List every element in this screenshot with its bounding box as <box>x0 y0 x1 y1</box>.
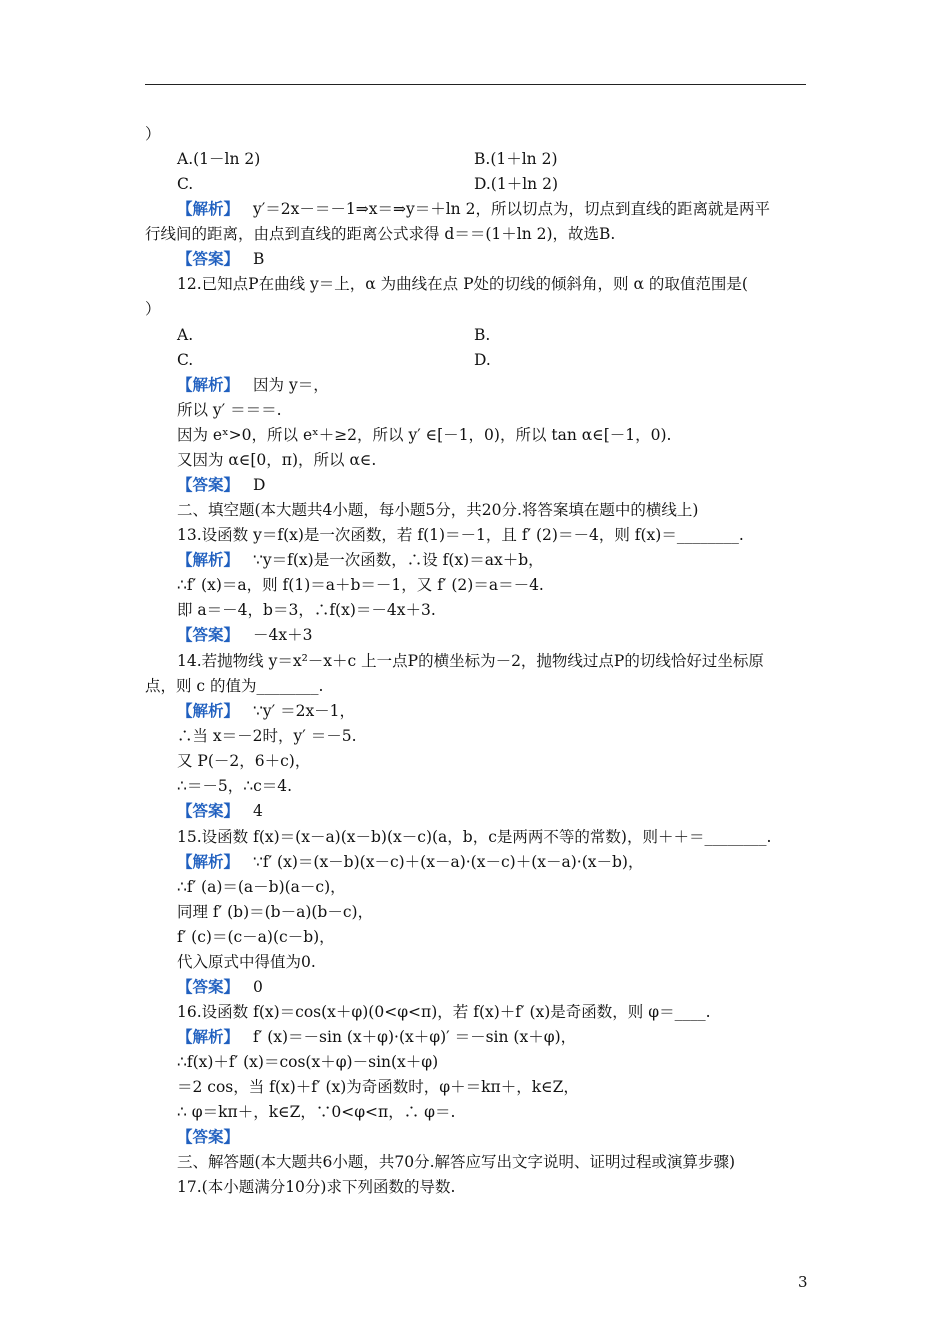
text-line: 所以 y′ ＝＝＝. <box>177 401 282 419</box>
text-line: ∴＝－5，∴c＝4. <box>177 777 293 795</box>
page-number: 3 <box>798 1273 808 1291</box>
analysis-line <box>177 375 329 395</box>
question-15: 15.设函数 f(x)＝(x－a)(x－b)(x－c)(a，b，c是两两不等的常数)，则＋＋＝________. <box>177 828 772 846</box>
option-a: A. <box>177 326 194 344</box>
text-line: 行线间的距离，由点到直线的距离公式求得 d＝＝(1＋ln 2)，故选B. <box>145 225 616 243</box>
analysis-tag: 【解析】 <box>177 701 240 720</box>
answer-tag: 【答案】 <box>177 249 240 268</box>
analysis-text: ∵y＝f(x)是一次函数，∴设 f(x)＝ax＋b， <box>253 551 544 569</box>
analysis-line <box>177 199 770 219</box>
question-17: 17.(本小题满分10分)求下列函数的导数. <box>177 1178 456 1196</box>
text-line: 即 a＝－4，b＝3，∴f(x)＝－4x＋3. <box>177 601 436 619</box>
question-12: 12.已知点P在曲线 y＝上，α 为曲线在点 P处的切线的倾斜角，则 α 的取值范围是( <box>177 275 748 293</box>
analysis-text: ∵y′ ＝2x－1， <box>253 702 356 720</box>
answer-tag: 【答案】 <box>177 1127 240 1146</box>
text-line: 因为 eˣ>0，所以 eˣ＋≥2，所以 y′ ∈[－1，0)，所以 tan α∈[－1，0). <box>177 426 672 444</box>
answer-line <box>177 475 265 495</box>
analysis-line <box>177 1027 576 1047</box>
analysis-tag: 【解析】 <box>177 199 240 218</box>
text-line: 同理 f′ (b)＝(b－a)(b－c)， <box>177 903 374 921</box>
option-d: D.(1＋ln 2) <box>474 175 558 193</box>
analysis-tag: 【解析】 <box>177 550 240 569</box>
answer-line <box>177 801 263 821</box>
analysis-line <box>177 701 355 721</box>
answer-line <box>177 625 312 645</box>
analysis-line <box>177 550 544 570</box>
analysis-text: f′ (x)＝－sin (x＋φ)·(x＋φ)′ ＝－sin (x＋φ)， <box>253 1028 577 1046</box>
option-b: B. <box>474 326 491 344</box>
header-rule <box>145 84 806 85</box>
answer-line <box>177 249 264 269</box>
text-line: 代入原式中得值为0. <box>177 953 316 971</box>
analysis-tag: 【解析】 <box>177 375 240 394</box>
text-line: ＝2 cos，当 f(x)＋f′ (x)为奇函数时，φ＋＝kπ＋，k∈Z， <box>177 1078 579 1096</box>
answer-text: 4 <box>253 802 263 820</box>
text-line: ） <box>145 125 161 143</box>
option-d: D. <box>474 351 491 369</box>
answer-tag: 【答案】 <box>177 475 240 494</box>
text-line: ∴f′ (a)＝(a－b)(a－c)， <box>177 878 346 896</box>
answer-tag: 【答案】 <box>177 977 240 996</box>
option-c: C. <box>177 351 194 369</box>
text-line: ∴当 x＝－2时，y′ ＝－5. <box>177 727 357 745</box>
answer-text: D <box>253 476 266 494</box>
section-heading: 三、解答题(本大题共6小题，共70分.解答应写出文字说明、证明过程或演算步骤) <box>177 1153 736 1171</box>
answer-text: 0 <box>253 978 263 996</box>
analysis-tag: 【解析】 <box>177 1027 240 1046</box>
analysis-tag: 【解析】 <box>177 852 240 871</box>
text-line: 又 P(－2，6＋c)， <box>177 752 311 770</box>
question-13: 13.设函数 y＝f(x)是一次函数，若 f(1)＝－1，且 f′ (2)＝－4，则 f(x)＝________. <box>177 526 744 544</box>
option-c: C. <box>177 175 194 193</box>
answer-text: －4x＋3 <box>253 626 313 644</box>
option-a: A.(1－ln 2) <box>177 150 261 168</box>
analysis-text: ∵f′ (x)＝(x－b)(x－c)＋(x－a)·(x－c)＋(x－a)·(x－b)， <box>253 853 644 871</box>
option-b: B.(1＋ln 2) <box>474 150 558 168</box>
answer-tag: 【答案】 <box>177 625 240 644</box>
question-14: 14.若抛物线 y＝x²－x＋c 上一点P的横坐标为－2，抛物线过点P的切线恰好过坐标原 <box>177 652 764 670</box>
text-line: f′ (c)＝(c－a)(c－b)， <box>177 928 335 946</box>
text-line: 点，则 c 的值为________. <box>145 677 324 695</box>
text-line: ∴f(x)＋f′ (x)＝cos(x＋φ)－sin(x＋φ) <box>177 1053 439 1071</box>
analysis-line <box>177 852 643 872</box>
text-line: 又因为 α∈[0，π)，所以 α∈. <box>177 451 377 469</box>
answer-line <box>177 1127 253 1147</box>
answer-text: B <box>253 250 265 268</box>
text-line: ） <box>145 300 161 318</box>
text-line: ∴ φ＝kπ＋，k∈Z，∵0<φ<π，∴ φ＝. <box>177 1103 456 1121</box>
answer-line <box>177 977 263 997</box>
analysis-text: 因为 y＝， <box>253 376 329 394</box>
analysis-text: y′＝2x－＝－1⇒x＝⇒y＝＋ln 2，所以切点为，切点到直线的距离就是两平 <box>253 200 770 218</box>
answer-tag: 【答案】 <box>177 801 240 820</box>
text-line: ∴f′ (x)＝a，则 f(1)＝a＋b＝－1，又 f′ (2)＝a＝－4. <box>177 576 544 594</box>
section-heading: 二、填空题(本大题共4小题，每小题5分，共20分.将答案填在题中的横线上) <box>177 501 699 519</box>
question-16: 16.设函数 f(x)＝cos(x＋φ)(0<φ<π)，若 f(x)＋f′ (x)是奇函数，则 φ＝____. <box>177 1003 711 1021</box>
